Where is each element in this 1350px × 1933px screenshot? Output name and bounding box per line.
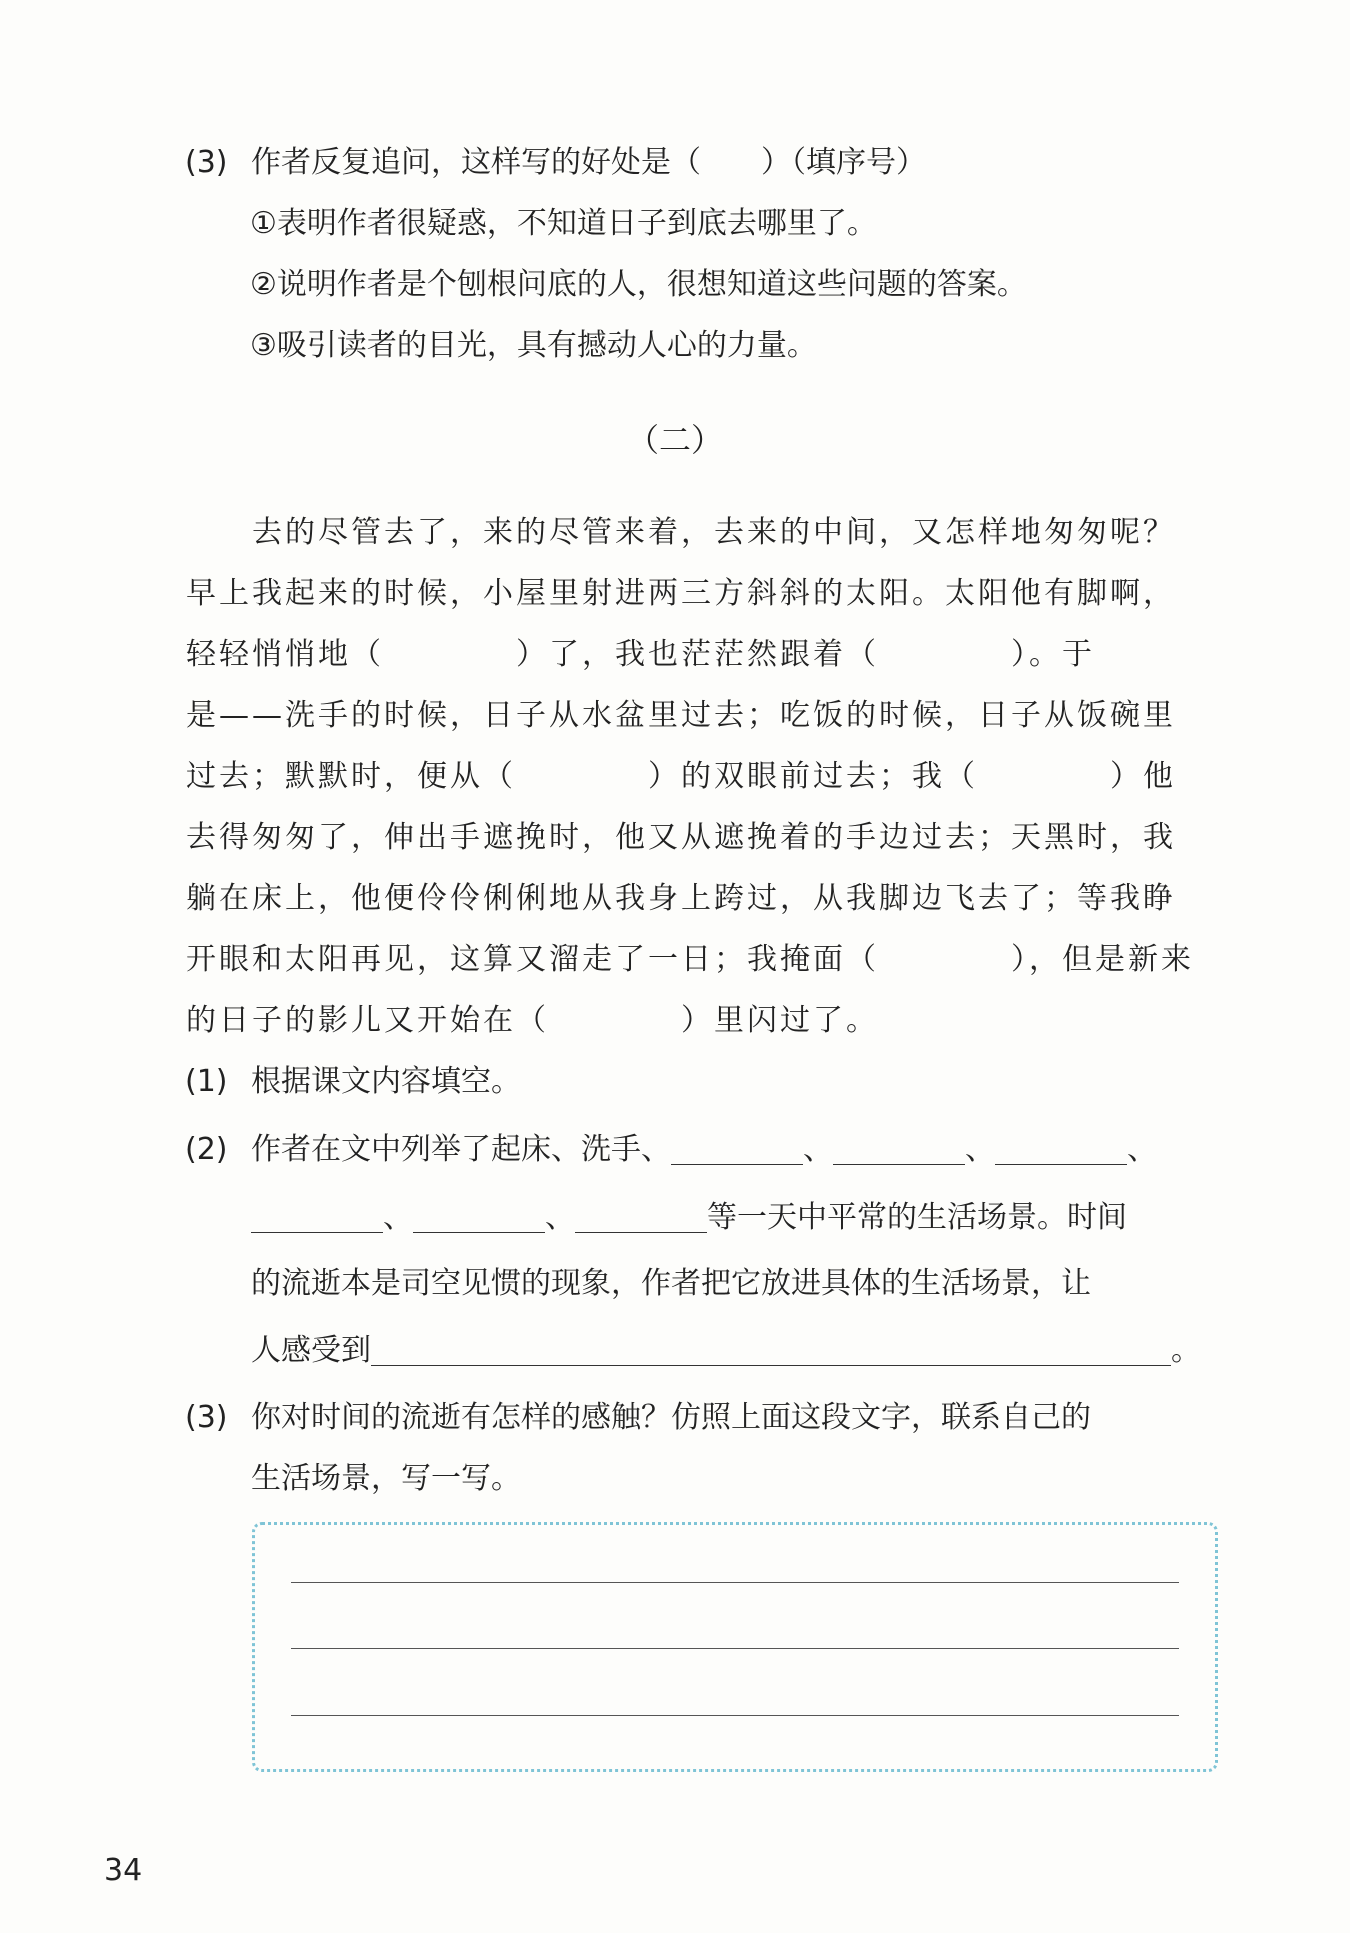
passage-line: 去的尽管去了，来的尽管来着，去来的中间，又怎样地匆匆呢？	[186, 515, 1176, 550]
question-number: (2)	[185, 1132, 228, 1167]
separator: 、	[1127, 1132, 1157, 1167]
separator: 、	[803, 1132, 833, 1167]
question-text: 根据课文内容填空。	[251, 1064, 521, 1099]
writing-line[interactable]	[291, 1648, 1179, 1649]
question-text: 作者在文中列举了起床、洗手、	[251, 1132, 671, 1167]
separator: 、	[965, 1132, 995, 1167]
question-2-line-3: 的流逝本是司空见惯的现象，作者把它放进具体的生活场景，让	[251, 1266, 1091, 1301]
option-3: ③吸引读者的目光，具有撼动人心的力量。	[250, 328, 817, 363]
question-1	[185, 1062, 521, 1102]
question-3-prev	[185, 143, 926, 183]
passage-line: 开眼和太阳再见，这算又溜走了一日；我掩面（ ），但是新来	[186, 942, 1194, 977]
section-title: （二）	[626, 421, 723, 459]
passage-line: 去得匆匆了，伸出手遮挽时，他又从遮挽着的手边过去；天黑时，我	[186, 820, 1176, 855]
passage-line: 是——洗手的时候，日子从水盆里过去；吃饭的时候，日子从饭碗里	[186, 698, 1176, 733]
question-2-line-4	[251, 1331, 1201, 1371]
question-2-line-2	[251, 1198, 1127, 1238]
question-text: 人感受到	[251, 1333, 371, 1368]
period: 。	[1171, 1333, 1201, 1368]
passage-line: 的日子的影儿又开始在（ ）里闪过了。	[186, 1003, 879, 1038]
question-number: (3)	[185, 145, 228, 180]
passage-line: 过去；默默时，便从（ ）的双眼前过去；我（ ）他	[186, 759, 1176, 794]
answer-blank[interactable]	[995, 1134, 1127, 1165]
page-number: 34	[104, 1853, 143, 1888]
question-stem: 作者反复追问，这样写的好处是（ ）（填序号）	[251, 145, 926, 180]
separator: 、	[545, 1200, 575, 1235]
question-3-line-2: 生活场景，写一写。	[251, 1461, 521, 1496]
option-2: ②说明作者是个刨根问底的人，很想知道这些问题的答案。	[250, 267, 1027, 302]
passage-line: 轻轻悄悄地（ ）了，我也茫茫然跟着（ ）。于	[186, 637, 1095, 672]
question-number: (1)	[185, 1064, 228, 1099]
separator: 、	[383, 1200, 413, 1235]
question-number: (3)	[185, 1400, 228, 1435]
passage-line: 躺在床上，他便伶伶俐俐地从我身上跨过，从我脚边飞去了；等我睁	[186, 881, 1176, 916]
answer-blank[interactable]	[371, 1335, 1171, 1366]
writing-line[interactable]	[291, 1582, 1179, 1583]
writing-line[interactable]	[291, 1715, 1179, 1716]
answer-blank[interactable]	[575, 1202, 707, 1233]
answer-blank[interactable]	[413, 1202, 545, 1233]
writing-area[interactable]	[252, 1522, 1218, 1772]
question-text: 你对时间的流逝有怎样的感触？仿照上面这段文字，联系自己的	[251, 1400, 1091, 1435]
question-3	[185, 1398, 1091, 1438]
question-text: 等一天中平常的生活场景。时间	[707, 1200, 1127, 1235]
answer-blank[interactable]	[671, 1134, 803, 1165]
option-1: ①表明作者很疑惑，不知道日子到底去哪里了。	[250, 206, 877, 241]
question-2-line-1	[185, 1130, 1157, 1170]
passage-line: 早上我起来的时候，小屋里射进两三方斜斜的太阳。太阳他有脚啊，	[186, 576, 1176, 611]
answer-blank[interactable]	[833, 1134, 965, 1165]
answer-blank[interactable]	[251, 1202, 383, 1233]
